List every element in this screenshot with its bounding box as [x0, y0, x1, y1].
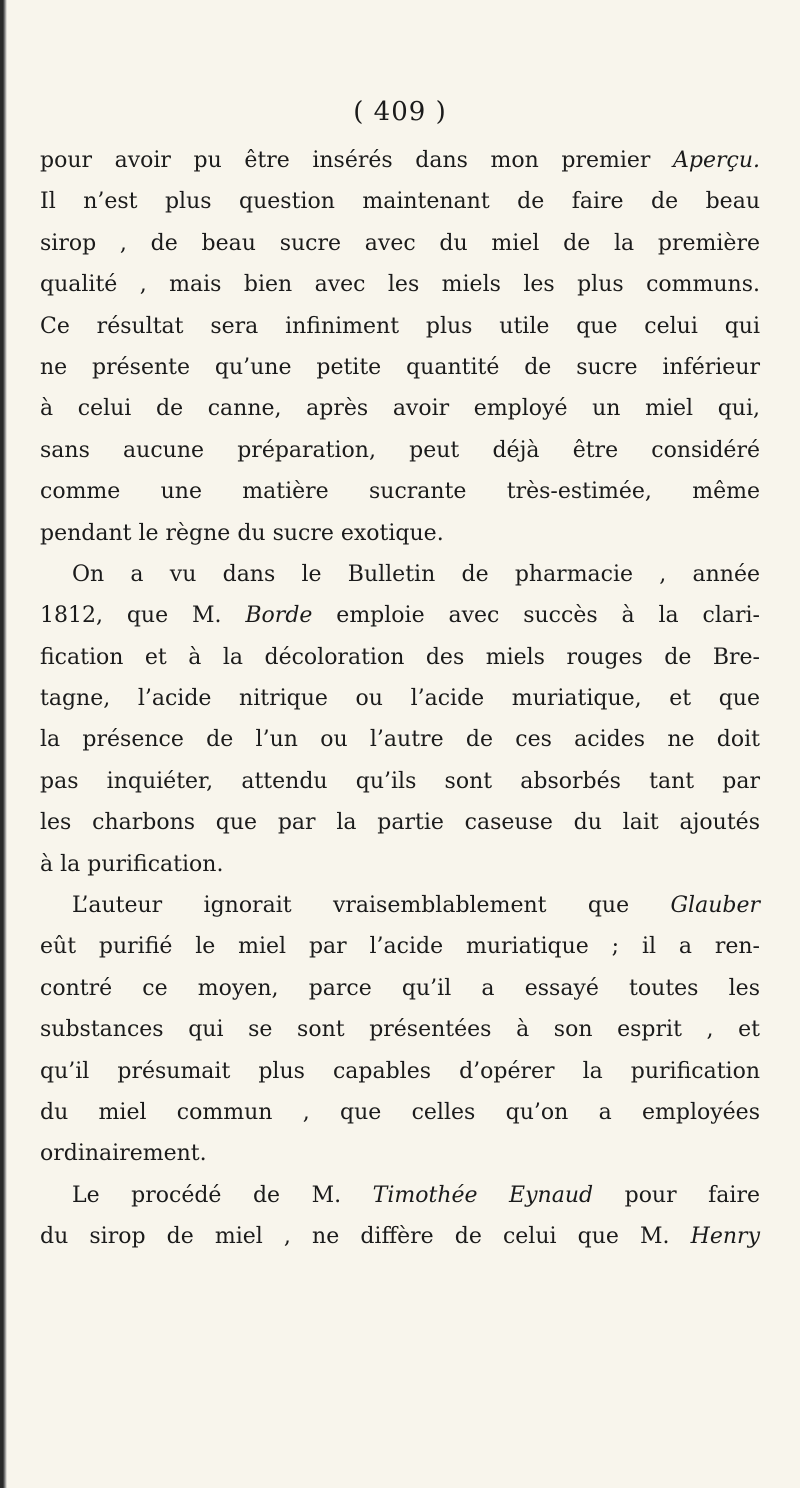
line-text-continued: pour faire: [593, 1182, 760, 1208]
italic-name: Borde: [245, 603, 313, 629]
line-text: qu’il présumait plus capables d’opérer la purification: [40, 1058, 760, 1084]
line-text: du sirop de miel , ne diffère de celui que M.: [40, 1224, 691, 1250]
text-line: [40, 471, 760, 512]
line-text: pour avoir pu être insérés dans mon premier: [40, 148, 673, 173]
text-line: [40, 1133, 760, 1174]
line-text: à la purification.: [40, 851, 224, 877]
text-line: [40, 140, 760, 181]
italic-name: Henry: [690, 1224, 760, 1250]
line-text: sans aucune préparation, peut déjà être considéré: [40, 437, 760, 463]
line-text: Ce résultat sera infiniment plus utile que celui qui: [40, 313, 760, 339]
line-text: fication et à la décoloration des miels rouges de Bre-: [40, 644, 760, 670]
line-text: tagne, l’acide nitrique ou l’acide muriatique, et que: [40, 686, 760, 712]
text-line: [40, 761, 760, 802]
line-text: la présence de l’un ou l’autre de ces acides ne doit: [40, 727, 760, 753]
italic-name: Glauber: [670, 893, 760, 919]
line-text: On a vu dans le Bulletin de pharmacie , année: [72, 561, 760, 587]
line-text: pas inquiéter, attendu qu’ils sont absorbés tant par: [40, 768, 760, 794]
text-line: [40, 306, 760, 347]
text-line: [40, 719, 760, 760]
text-line: [40, 1216, 760, 1257]
text-line: [40, 1175, 760, 1216]
text-line: [40, 926, 760, 967]
text-line: [40, 802, 760, 843]
line-text: qualité , mais bien avec les miels les plus communs.: [40, 272, 760, 298]
text-line: [40, 678, 760, 719]
line-text: substances qui se sont présentées à son esprit , et: [40, 1017, 760, 1043]
line-text: ordinairement.: [40, 1141, 207, 1167]
text-line: [40, 347, 760, 388]
text-line: [40, 1051, 760, 1092]
page-number: ( 409 ): [353, 97, 447, 127]
line-text: du miel commun , que celles qu’on a employées: [40, 1099, 760, 1125]
line-text-continued: emploie avec succès à la clari-: [312, 603, 760, 629]
line-text: contré ce moyen, parce qu’il a essayé toutes les: [40, 975, 760, 1001]
text-line: [40, 885, 760, 926]
text-line: [40, 223, 760, 264]
body-text: [40, 140, 760, 1258]
text-line: [40, 181, 760, 222]
line-text: 1812, que M.: [40, 603, 246, 629]
italic-name: Aperçu.: [673, 148, 760, 173]
text-line: [40, 554, 760, 595]
italic-name: Timothée Eynaud: [372, 1182, 594, 1208]
line-text: Le procédé de M.: [72, 1182, 373, 1208]
line-text: comme une matière sucrante très-estimée, même: [40, 479, 760, 505]
text-line: [40, 1009, 760, 1050]
text-line: [40, 388, 760, 429]
text-line: [40, 1092, 760, 1133]
text-line: [40, 844, 760, 885]
text-line: [40, 637, 760, 678]
line-text: L’auteur ignorait vraisemblablement que: [72, 893, 671, 919]
line-text: pendant le règne du sucre exotique.: [40, 520, 444, 546]
line-text: à celui de canne, après avoir employé un miel qui,: [40, 396, 760, 422]
line-text: eût purifié le miel par l’acide muriatique ; il a ren-: [40, 934, 760, 960]
text-line: [40, 430, 760, 471]
line-text: sirop , de beau sucre avec du miel de la première: [40, 230, 760, 256]
text-line: [40, 968, 760, 1009]
line-text: les charbons que par la partie caseuse du lait ajoutés: [40, 810, 760, 836]
binding-edge: [0, 0, 7, 1488]
text-line: [40, 595, 760, 636]
line-text: ne présente qu’une petite quantité de sucre inférieur: [40, 354, 760, 380]
text-line: [40, 264, 760, 305]
text-line: [40, 513, 760, 554]
line-text: Il n’est plus question maintenant de faire de beau: [40, 189, 760, 215]
